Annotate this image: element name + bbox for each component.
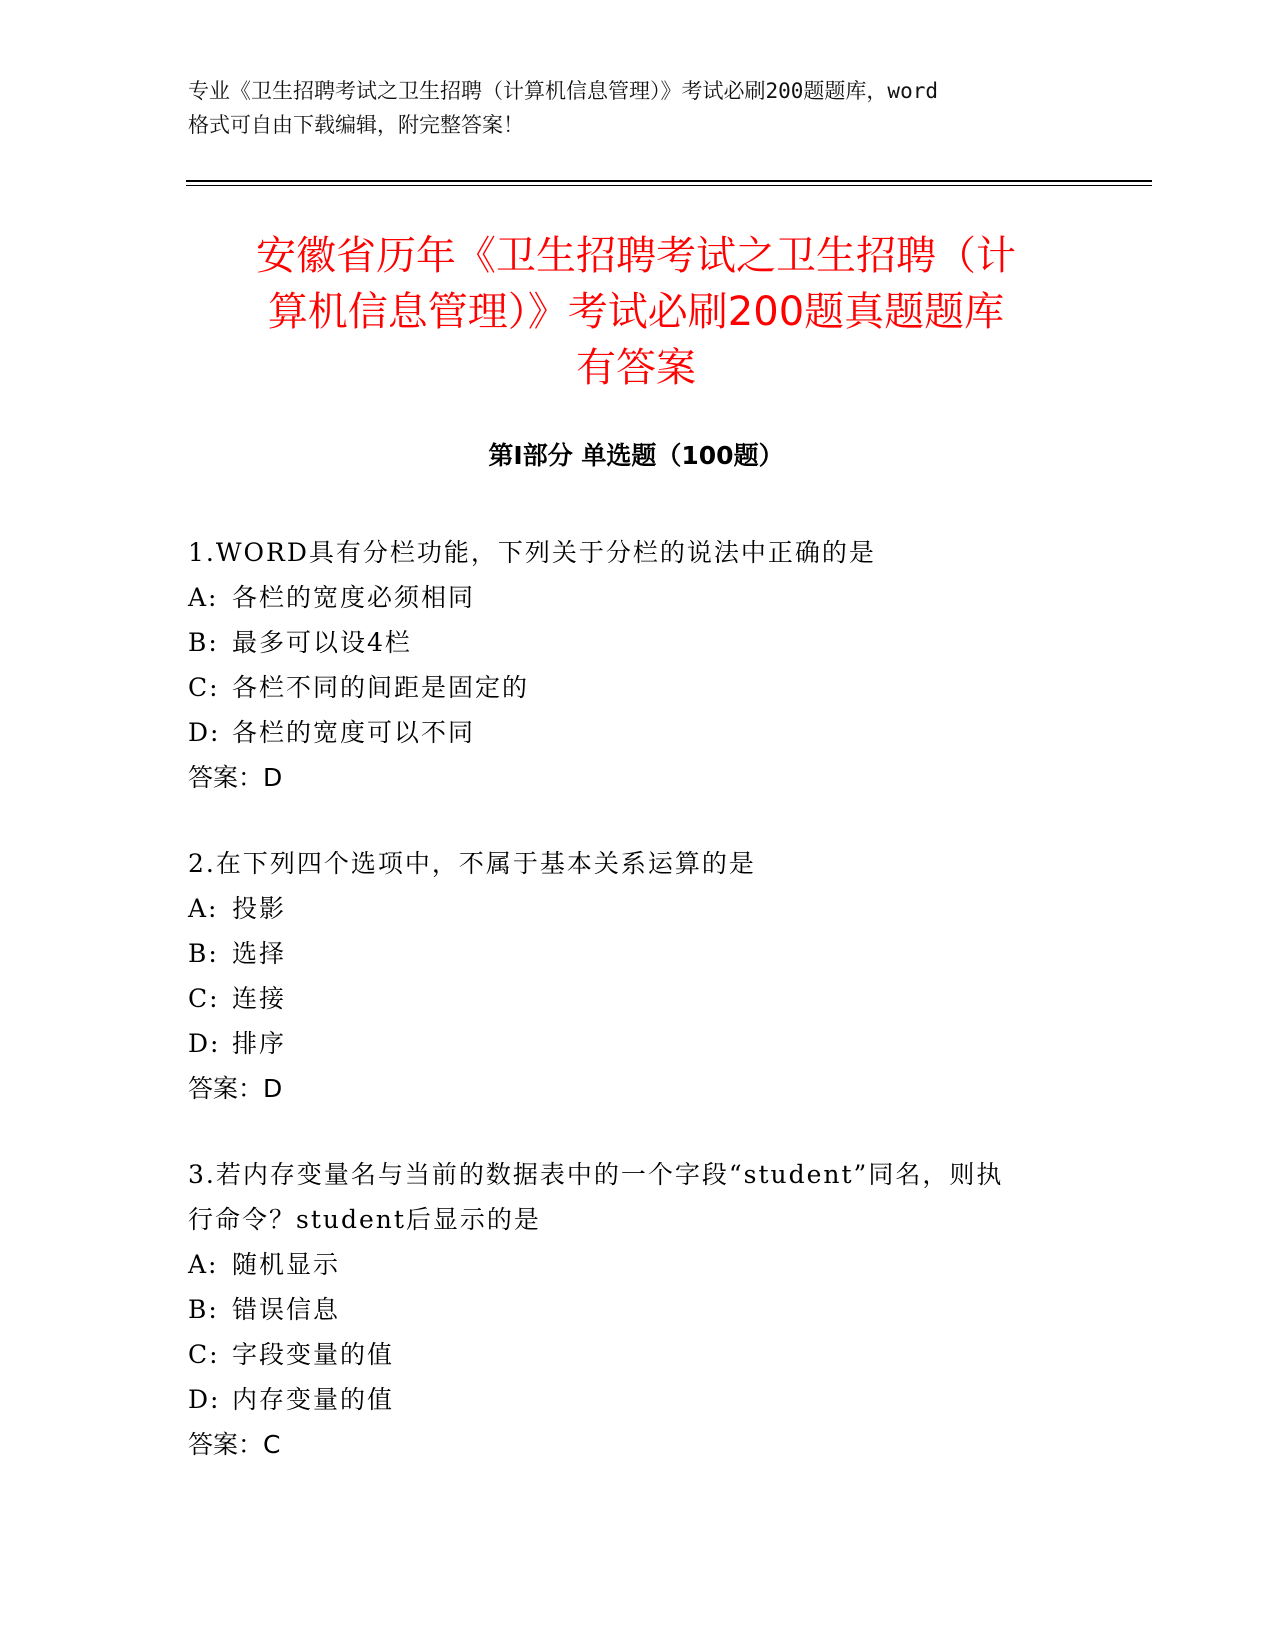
answer-line: 答案：C	[188, 1430, 281, 1459]
question-stem: 1.WORD具有分栏功能，下列关于分栏的说法中正确的是	[188, 538, 876, 567]
option-key: C:	[188, 1340, 220, 1369]
document-title-line-1: 安徽省历年《卫生招聘考试之卫生招聘（计	[256, 233, 1016, 279]
question-2	[188, 841, 1078, 1111]
option-text: 选择	[232, 939, 287, 968]
option-key: A:	[188, 894, 219, 923]
question-stem: 2.在下列四个选项中，不属于基本关系运算的是	[188, 849, 756, 878]
header-note	[188, 74, 1088, 142]
section-title: 第Ⅰ部分 单选题（100题）	[488, 441, 784, 470]
option-d	[188, 1377, 1078, 1422]
header-note-line-1: 专业《卫生招聘考试之卫生招聘（计算机信息管理）》考试必刷200题题库，word	[188, 79, 938, 103]
option-key: B:	[188, 628, 219, 657]
option-key: D:	[188, 718, 221, 747]
option-text: 内存变量的值	[232, 1385, 395, 1414]
option-b	[188, 620, 1078, 665]
document-title-line-2: 算机信息管理）》考试必刷200题真题题库	[267, 289, 1005, 335]
option-c	[188, 976, 1078, 1021]
option-text: 排序	[232, 1029, 287, 1058]
option-text: 最多可以设4栏	[232, 628, 412, 657]
option-text: 错误信息	[232, 1295, 341, 1324]
question-stem-line-1: 3.若内存变量名与当前的数据表中的一个字段“student”同名，则执	[188, 1160, 1004, 1189]
option-key: B:	[188, 939, 219, 968]
option-key: A:	[188, 1250, 219, 1279]
option-key: D:	[188, 1385, 221, 1414]
question-3	[188, 1152, 1078, 1467]
header-divider-thick	[186, 180, 1152, 182]
option-b	[188, 931, 1078, 976]
header-divider-thin	[186, 185, 1152, 186]
option-d	[188, 710, 1078, 755]
option-key: B:	[188, 1295, 219, 1324]
answer-line: 答案：D	[188, 1074, 283, 1103]
option-text: 各栏的宽度必须相同	[232, 583, 476, 612]
question-1	[188, 530, 1078, 800]
option-key: C:	[188, 984, 220, 1013]
option-b	[188, 1287, 1078, 1332]
option-key: C:	[188, 673, 220, 702]
option-c	[188, 1332, 1078, 1377]
option-c	[188, 665, 1078, 710]
option-a	[188, 1242, 1078, 1287]
question-stem-line-2: 行命令？student后显示的是	[188, 1205, 541, 1234]
document-title-line-3: 有答案	[576, 345, 696, 391]
option-d	[188, 1021, 1078, 1066]
option-a	[188, 886, 1078, 931]
option-text: 随机显示	[232, 1250, 341, 1279]
option-text: 投影	[232, 894, 287, 923]
option-text: 连接	[232, 984, 287, 1013]
option-a	[188, 575, 1078, 620]
document-title	[186, 228, 1086, 396]
header-note-line-2: 格式可自由下载编辑，附完整答案！	[188, 113, 524, 137]
option-key: A:	[188, 583, 219, 612]
question-list	[188, 530, 1078, 1508]
option-text: 字段变量的值	[232, 1340, 395, 1369]
option-text: 各栏不同的间距是固定的	[232, 673, 530, 702]
option-text: 各栏的宽度可以不同	[232, 718, 476, 747]
option-key: D:	[188, 1029, 221, 1058]
answer-line: 答案：D	[188, 763, 283, 792]
